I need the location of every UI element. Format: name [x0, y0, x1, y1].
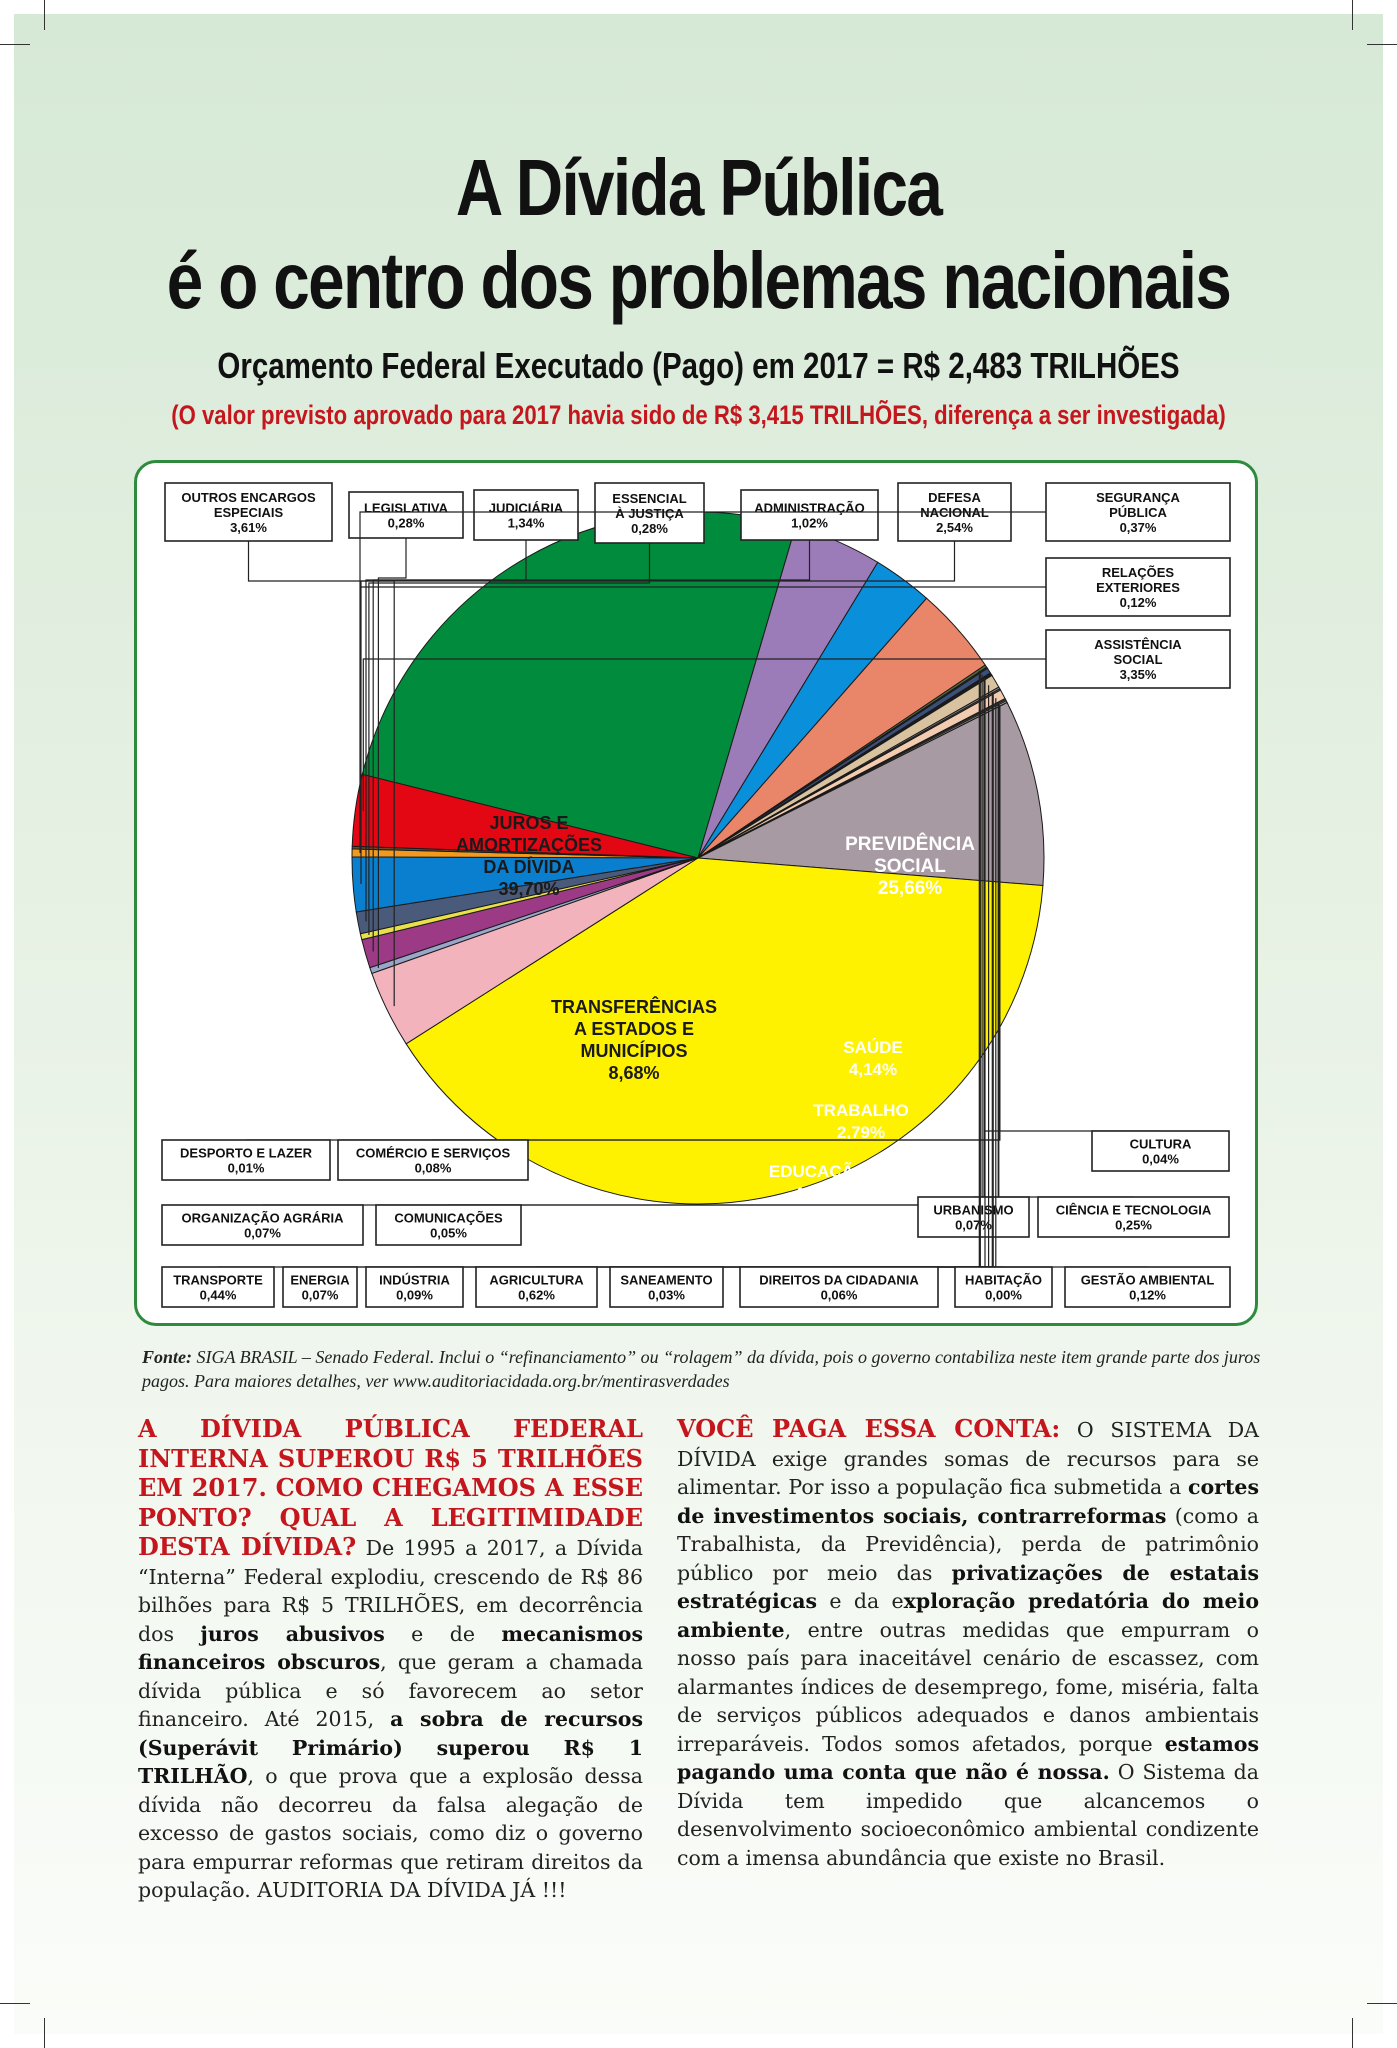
callout-label-cultura: 0,04% [1142, 1151, 1179, 1167]
callout-label-assistencia-social: 3,35% [1119, 667, 1157, 682]
callout-label-desporto-e-lazer: 0,01% [227, 1160, 265, 1176]
slice-label-educacao: EDUCAÇÃO [768, 1162, 868, 1181]
callout-label-transporte: 0,44% [199, 1287, 237, 1303]
callout-label-urbanismo: URBANISMO [933, 1202, 1014, 1218]
callout-label-ciencia-e-tecnologia: CIÊNCIA E TECNOLOGIA [1055, 1202, 1212, 1218]
callout-label-judiciaria: 1,34% [507, 515, 545, 531]
crop-mark [44, 2018, 45, 2048]
right-text: O Sistema da Dívida tem impedido que alcancemos o desenvolvimento socioeconômico ambiental condizente com a imensa abundância que existe no Brasil. [677, 1760, 1259, 1870]
slice-label-juros-e-amortizacoes-da-divida: 39,70% [498, 879, 560, 899]
callout-label-gestao-ambiental: GESTÃO AMBIENTAL [1080, 1272, 1215, 1288]
left-bold: mecanismos financeiros obscuros [138, 1621, 643, 1674]
slice-label-trabalho: TRABALHO [813, 1101, 909, 1120]
callout-label-essencial-a-justica: ESSENCIAL [612, 491, 687, 506]
callout-label-comercio-e-servicos: COMÉRCIO E SERVIÇOS [355, 1145, 511, 1161]
source-text: SIGA BRASIL – Senado Federal. Inclui o “refinanciamento” ou “rolagem” da dívida, pois o governo contabiliza neste item grande parte dos juros pagos. Para maiores detalhes, ver www.auditoriacidada.org.br/mentirasverdades [142, 1347, 1261, 1391]
callout-label-legislativa: 0,28% [387, 515, 425, 531]
callout-label-energia: 0,07% [301, 1287, 339, 1303]
slice-label-transferencias-a-estados-e-municipios: 8,68% [608, 1063, 660, 1083]
callout-label-seguranca-publica: SEGURANÇA [1096, 490, 1180, 505]
callout-label-industria: 0,09% [396, 1287, 433, 1303]
left-bold: juros abusivos [200, 1621, 385, 1646]
callout-label-assistencia-social: ASSISTÊNCIA [1094, 637, 1182, 652]
left-text: , o que prova que a explosão dessa dívida não decorreu da falsa alegação de excesso de gastos sociais, como diz o governo para empurrar reformas que retiram direitos da população. AUDITORIA DA DÍVIDA JÁ !!! [138, 1764, 643, 1902]
callout-label-relacoes-exteriores: RELAÇÕES [1101, 565, 1175, 580]
callout-label-comunicacoes: 0,05% [430, 1225, 467, 1241]
slice-label-trabalho: 2,79% [836, 1123, 886, 1142]
slice-label-juros-e-amortizacoes-da-divida: DA DÍVIDA [483, 857, 575, 877]
callout-label-gestao-ambiental: 0,12% [1129, 1287, 1166, 1303]
right-text: (como a Trabalhista, da Previdência), perda de patrimônio público por meio das [677, 1503, 1259, 1585]
slice-label-previdencia-social: PREVIDÊNCIA [845, 834, 975, 855]
callout-label-comercio-e-servicos: 0,08% [414, 1160, 452, 1176]
right-bold: xploração predatória do meio ambiente [677, 1589, 1259, 1642]
callout-label-desporto-e-lazer: DESPORTO E LAZER [180, 1145, 312, 1161]
callout-label-essencial-a-justica: À JUSTIÇA [615, 506, 684, 521]
callout-label-judiciaria: JUDICIÁRIA [488, 500, 564, 516]
left-text: e de [384, 1621, 502, 1646]
callout-label-direitos-da-cidadania: DIREITOS DA CIDADANIA [759, 1272, 919, 1288]
callout-label-defesa-nacional: DEFESA [928, 490, 981, 505]
callout-label-relacoes-exteriores: 0,12% [1119, 595, 1157, 610]
page-title: A Dívida Pública [455, 143, 942, 232]
right-column [677, 1415, 1259, 1872]
source-label: Fonte: [142, 1347, 193, 1367]
callout-label-agricultura: AGRICULTURA [489, 1272, 584, 1288]
crop-mark [0, 2003, 30, 2004]
callout-label-saneamento: SANEAMENTO [620, 1272, 713, 1288]
right-text: O SISTEMA DA DÍVIDA exige grandes somas de recursos para se alimentar. Por isso a população fica submetida a [677, 1418, 1259, 1499]
callout-label-comunicacoes: COMUNICAÇÕES [394, 1210, 503, 1226]
source-note [142, 1345, 1262, 1393]
right-text: e da e [817, 1589, 904, 1613]
callout-label-relacoes-exteriores: EXTERIORES [1096, 580, 1180, 595]
callout-label-seguranca-publica: 0,37% [1119, 520, 1157, 535]
callout-label-urbanismo: 0,07% [955, 1217, 992, 1233]
slice-label-educacao: 4,10% [793, 1184, 843, 1203]
callout-label-outros-encargos-especiais: ESPECIAIS [213, 505, 284, 520]
callout-label-organizacao-agraria: ORGANIZAÇÃO AGRÁRIA [181, 1210, 344, 1226]
slice-label-previdencia-social: SOCIAL [874, 856, 946, 877]
callout-label-assistencia-social: SOCIAL [1113, 652, 1163, 667]
callout-label-organizacao-agraria: 0,07% [244, 1225, 281, 1241]
callout-label-agricultura: 0,62% [518, 1287, 555, 1303]
left-text: , que geram a chamada dívida pública e só favorecem ao setor financeiro. Até 2015, [138, 1650, 643, 1731]
chart-subtitle: Orçamento Federal Executado (Pago) em 2017 = R$ 2,483 TRILHÕES [217, 345, 1180, 386]
callout-label-essencial-a-justica: 0,28% [631, 521, 668, 536]
slice-label-transferencias-a-estados-e-municipios: TRANSFERÊNCIAS [550, 997, 718, 1017]
right-bold: privatizações de estatais estratégicas [677, 1560, 1259, 1613]
callout-label-outros-encargos-especiais: 3,61% [230, 520, 267, 535]
slice-label-previdencia-social: 25,66% [877, 878, 943, 899]
callout-label-administracao: 1,02% [791, 515, 828, 531]
slice-label-transferencias-a-estados-e-municipios: MUNICÍPIOS [580, 1041, 688, 1061]
slice-label-transferencias-a-estados-e-municipios: A ESTADOS E [573, 1019, 695, 1039]
slice-label-saude: SAÚDE [843, 1038, 903, 1057]
right-bold: cortes de investimentos sociais, contrarreformas [677, 1475, 1259, 1528]
callout-label-ciencia-e-tecnologia: 0,25% [1115, 1217, 1152, 1233]
crop-mark [1367, 2003, 1397, 2004]
callout-label-habitacao: 0,00% [985, 1287, 1022, 1303]
callout-label-administracao: ADMINISTRAÇÃO [754, 500, 865, 516]
slice-label-saude: 4,14% [848, 1060, 898, 1079]
page-title-line2: é o centro dos problemas nacionais [166, 236, 1231, 325]
right-headline: VOCÊ PAGA ESSA CONTA: [677, 1414, 1061, 1443]
callout-label-habitacao: HABITAÇÃO [964, 1272, 1043, 1288]
right-bold: estamos pagando uma conta que não é nossa. [677, 1731, 1259, 1784]
callout-label-outros-encargos-especiais: OUTROS ENCARGOS [181, 490, 316, 505]
callout-label-defesa-nacional: NACIONAL [920, 505, 989, 520]
left-headline: A DÍVIDA PÚBLICA FEDERAL INTERNA SUPEROU R$ 5 TRILHÕES EM 2017. COMO CHEGAMOS A ESSE PONTO? QUAL A LEGITIMIDADE DESTA DÍVIDA? [138, 1414, 643, 1561]
callout-label-defesa-nacional: 2,54% [936, 520, 973, 535]
left-text: De 1995 a 2017, a Dívida “Interna” Federal explodiu, crescendo de R$ 86 bilhões para R$ 5 TRILHÕES, em decorrência dos [138, 1536, 643, 1646]
left-bold: a sobra de recursos (Superávit Primário) superou R$ 1 TRILHÃO [138, 1707, 643, 1788]
right-text: , entre outras medidas que empurram o nosso país para inaceitável cenário de escassez, com alarmantes índices de desemprego, fome, miséria, falta de serviços públicos adequados e danos ambientais irreparáveis. Todos somos afetados, porque [677, 1617, 1259, 1756]
slice-label-juros-e-amortizacoes-da-divida: AMORTIZAÇÕES [456, 835, 602, 855]
callout-label-saneamento: 0,03% [648, 1287, 685, 1303]
slice-label-juros-e-amortizacoes-da-divida: JUROS E [489, 813, 569, 833]
callout-label-seguranca-publica: PÚBLICA [1109, 505, 1167, 520]
left-column [138, 1415, 643, 1905]
callout-label-cultura: CULTURA [1129, 1136, 1192, 1152]
callout-label-industria: INDÚSTRIA [379, 1272, 450, 1288]
callout-label-transporte: TRANSPORTE [173, 1272, 263, 1288]
callout-label-energia: ENERGIA [290, 1272, 350, 1288]
callout-label-direitos-da-cidadania: 0,06% [820, 1287, 858, 1303]
callout-label-legislativa: LEGISLATIVA [363, 500, 449, 516]
chart-note: (O valor previsto aprovado para 2017 havia sido de R$ 3,415 TRILHÕES, diferença a ser investigada) [171, 400, 1226, 430]
crop-mark [1352, 2018, 1353, 2048]
